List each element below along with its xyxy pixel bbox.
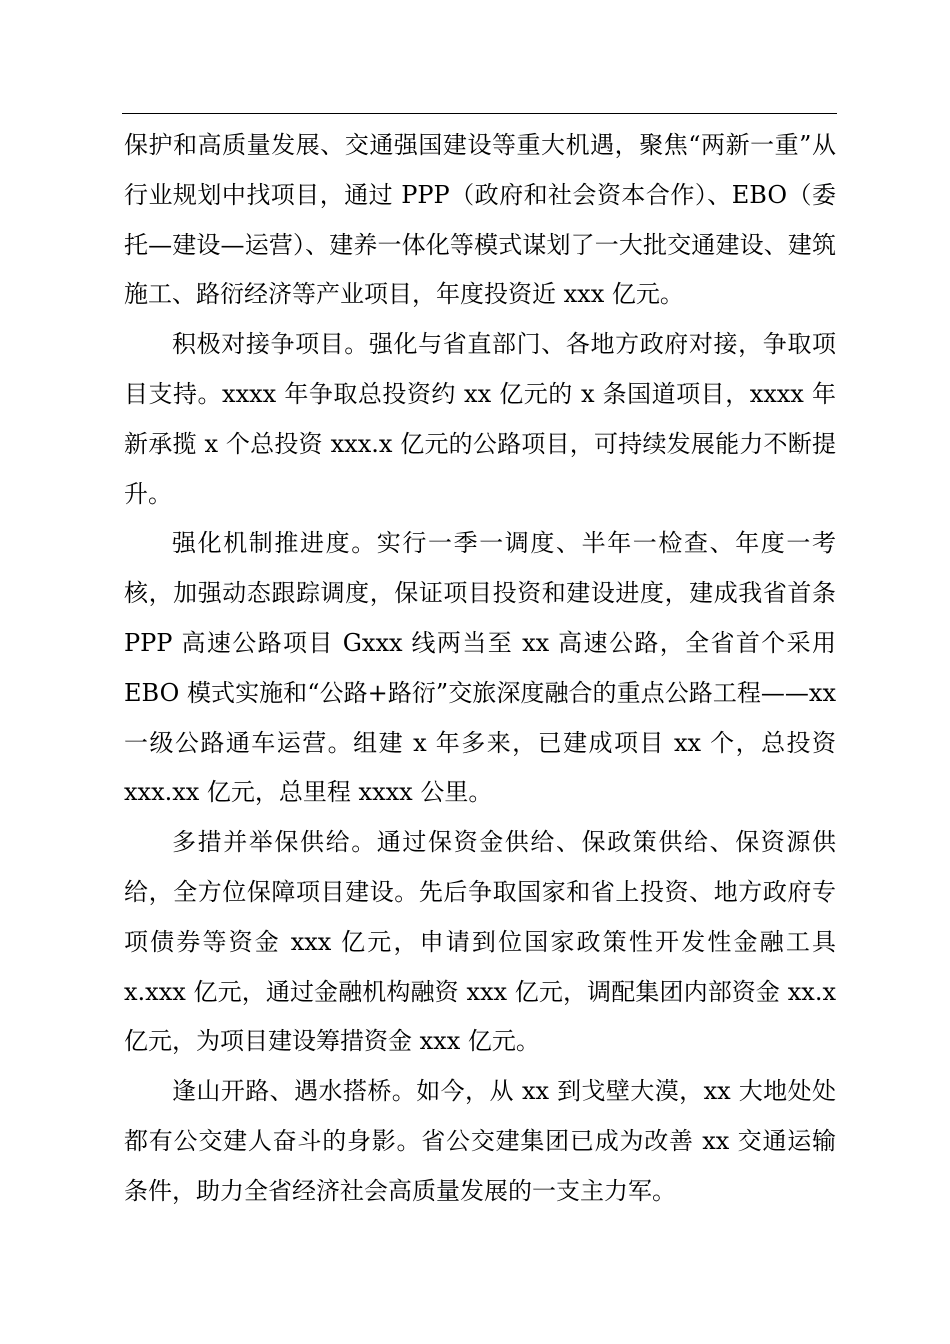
document-body <box>124 121 836 1217</box>
paragraph: 强化机制推进度。实行一季一调度、半年一检查、年度一考核，加强动态跟踪调度，保证项目投资和建设进度，建成我省首条 PPP 高速公路项目 Gxxx 线两当至 xx 高速公路，全省首个采用 EBO 模式实施和“公路+路衍”交旅深度融合的重点公路工程——xx 一级公路通车运营。组建 x 年多来，已建成项目 xx 个，总投资 xxx.xx 亿元，总里程 xxxx 公里。 <box>124 529 836 807</box>
paragraph: 积极对接争项目。强化与省直部门、各地方政府对接，争取项目支持。xxxx 年争取总投资约 xx 亿元的 x 条国道项目，xxxx 年新承揽 x 个总投资 xxx.x 亿元的公路项目，可持续发展能力不断提升。 <box>124 330 836 508</box>
header-rule <box>122 113 837 114</box>
paragraph: 多措并举保供给。通过保资金供给、保政策供给、保资源供给，全方位保障项目建设。先后争取国家和省上投资、地方政府专项债券等资金 xxx 亿元，申请到位国家政策性开发性金融工具 x.xxx 亿元，通过金融机构融资 xxx 亿元，调配集团内部资金 xx.x 亿元，为项目建设筹措资金 xxx 亿元。 <box>124 828 836 1056</box>
paragraph: 保护和高质量发展、交通强国建设等重大机遇，聚焦“两新一重”从行业规划中找项目，通过 PPP（政府和社会资本合作）、EBO（委托—建设—运营）、建养一体化等模式谋划了一大批交通建设、建筑施工、路衍经济等产业项目，年度投资近 xxx 亿元。 <box>124 131 836 309</box>
paragraph: 逢山开路、遇水搭桥。如今，从 xx 到戈壁大漠，xx 大地处处都有公交建人奋斗的身影。省公交建集团已成为改善 xx 交通运输条件，助力全省经济社会高质量发展的一支主力军。 <box>124 1077 836 1205</box>
